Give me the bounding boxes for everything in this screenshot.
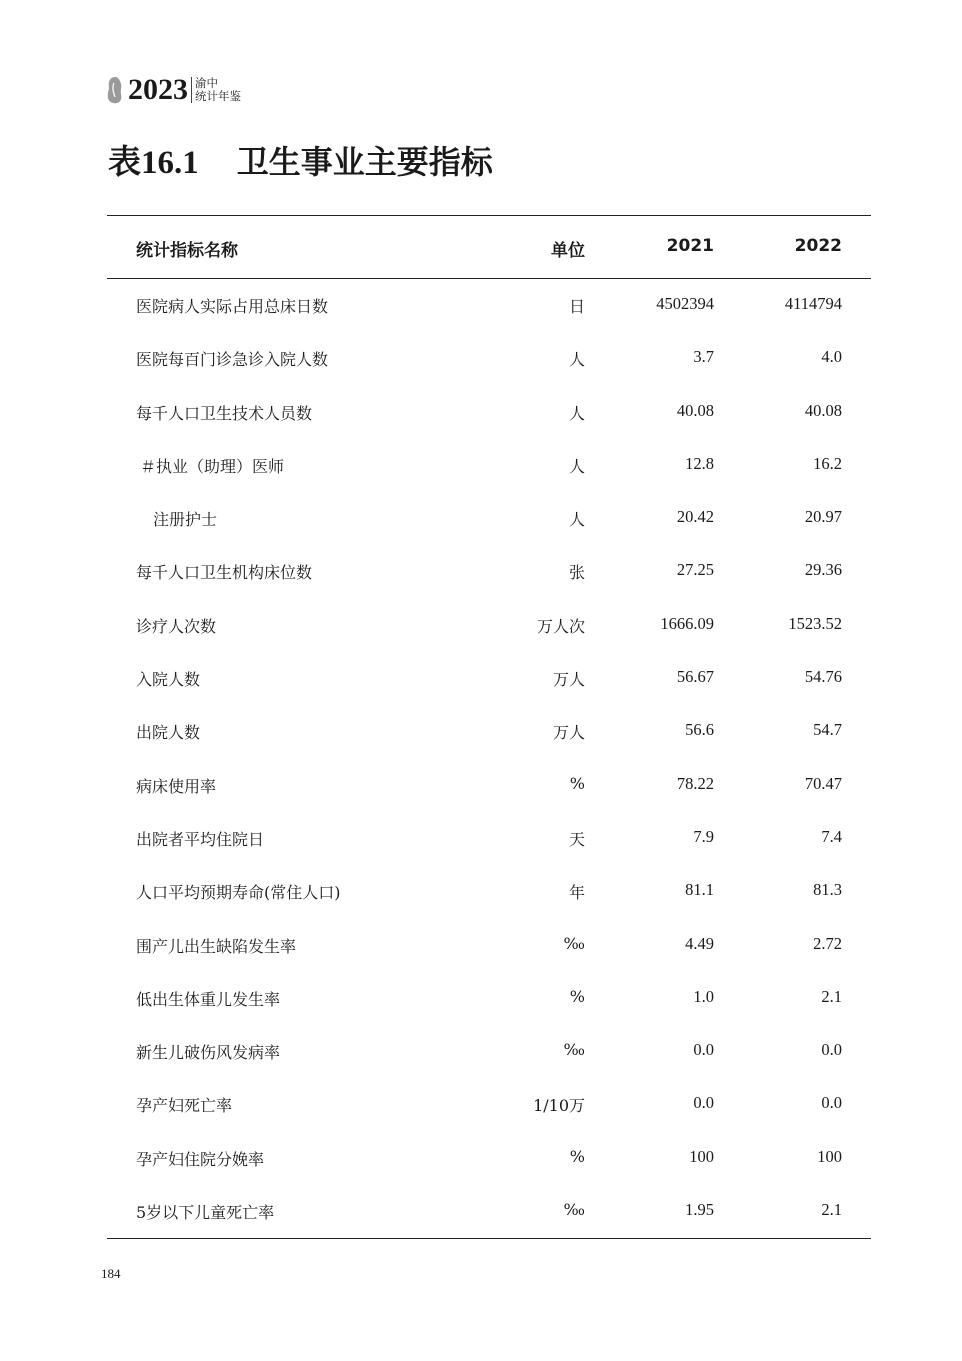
table-body (107, 279, 871, 1238)
indicator-name-cell: 每千人口卫生机构床位数 (136, 563, 313, 583)
table-row (107, 1025, 871, 1078)
value-2021-cell: 1.0 (693, 986, 714, 1006)
value-2021-cell: 4.49 (685, 933, 714, 953)
value-2021-cell: 78.22 (676, 773, 714, 793)
table-row (107, 492, 871, 545)
value-2021-cell: 4502394 (656, 294, 714, 313)
yearbook-name (195, 77, 241, 103)
unit-cell: 人 (568, 350, 585, 370)
indicator-name-cell: 每千人口卫生技术人员数 (136, 403, 313, 423)
value-2021-cell: 7.9 (693, 826, 714, 846)
unit-cell: ‰ (563, 933, 585, 953)
unit-cell: % (569, 1146, 585, 1166)
indicator-name-cell: 孕产妇住院分娩率 (136, 1149, 265, 1169)
unit-cell: ‰ (563, 1200, 585, 1220)
value-2021-cell: 56.67 (676, 667, 714, 687)
value-2022-cell: 0.0 (821, 1093, 842, 1113)
table-bottom-rule (107, 1238, 871, 1239)
value-2022-cell: 16.2 (813, 453, 842, 473)
value-2022-cell: 100 (817, 1146, 842, 1166)
unit-cell: 万人次 (536, 616, 585, 636)
value-2021-cell: 0.0 (693, 1093, 714, 1113)
table-number: 表16.1 (108, 145, 199, 181)
table-header-row (107, 216, 871, 278)
table-name: 卫生事业主要指标 (236, 143, 493, 181)
indicator-name-cell: 诊疗人次数 (136, 616, 217, 636)
indicator-name-cell: 出院人数 (136, 723, 201, 743)
table-row (107, 386, 871, 439)
indicator-name-cell: 入院人数 (136, 670, 201, 690)
value-2021-cell: 12.8 (685, 453, 714, 473)
value-2021-cell: 1666.09 (660, 613, 714, 633)
header-year-2021: 2021 (666, 236, 714, 256)
table-row (107, 1185, 871, 1238)
value-2021-cell: 81.1 (685, 880, 714, 900)
indicator-name-cell: 医院每百门诊急诊入院人数 (136, 350, 329, 370)
unit-cell: % (569, 986, 585, 1006)
indicator-name-cell: 新生儿破伤风发病率 (136, 1043, 281, 1063)
unit-cell: 天 (568, 829, 585, 849)
value-2022-cell: 0.0 (821, 1040, 842, 1060)
value-2022-cell: 29.36 (804, 560, 842, 580)
indicator-name-cell: 病床使用率 (136, 776, 217, 796)
table-title (108, 136, 493, 183)
header-separator (191, 77, 192, 103)
value-2021-cell: 27.25 (676, 560, 714, 580)
table-row (107, 439, 871, 492)
unit-cell: 万人 (552, 723, 585, 743)
table-row (107, 865, 871, 918)
table-row (107, 545, 871, 598)
table-row (107, 1078, 871, 1131)
value-2021-cell: 1.95 (685, 1200, 714, 1220)
value-2021-cell: 100 (689, 1146, 714, 1166)
unit-cell: 日 (568, 297, 585, 316)
unit-cell: 1/10万 (533, 1096, 585, 1116)
indicator-name-cell: 人口平均预期寿命(常住人口) (136, 883, 341, 903)
header-unit: 单位 (551, 241, 585, 261)
table-row (107, 652, 871, 705)
value-2022-cell: 1523.52 (788, 613, 842, 633)
value-2022-cell: 7.4 (821, 826, 842, 846)
unit-cell: 人 (568, 456, 585, 476)
table-row (107, 332, 871, 385)
value-2022-cell: 20.97 (804, 507, 842, 527)
unit-cell: % (569, 773, 585, 793)
indicator-name-cell: 围产儿出生缺陷发生率 (136, 936, 297, 956)
value-2022-cell: 81.3 (813, 880, 842, 900)
value-2021-cell: 40.08 (676, 400, 714, 420)
yearbook-header (106, 72, 241, 108)
table-row (107, 919, 871, 972)
value-2022-cell: 4114794 (784, 294, 842, 313)
yearbook-name-line1: 渝中 (195, 76, 218, 90)
indicator-name-cell: 低出生体重儿发生率 (136, 989, 281, 1009)
unit-cell: ‰ (563, 1040, 585, 1060)
unit-cell: 年 (568, 883, 585, 903)
value-2022-cell: 2.72 (813, 933, 842, 953)
yearbook-logo-icon (106, 75, 124, 105)
unit-cell: 张 (568, 563, 585, 583)
unit-cell: 人 (568, 403, 585, 423)
value-2021-cell: 20.42 (676, 507, 714, 527)
table-row (107, 279, 871, 332)
table-row (107, 705, 871, 758)
indicator-name-cell: 5岁以下儿童死亡率 (136, 1203, 275, 1223)
table-row (107, 812, 871, 865)
indicator-name-cell: 孕产妇死亡率 (136, 1096, 233, 1116)
statistics-table (107, 215, 871, 1239)
value-2021-cell: 56.6 (685, 720, 714, 740)
header-year-2022: 2022 (794, 236, 842, 256)
indicator-name-cell: 注册护士 (153, 510, 218, 530)
value-2022-cell: 54.76 (804, 667, 842, 687)
value-2022-cell: 40.08 (804, 400, 842, 420)
value-2021-cell: 0.0 (693, 1040, 714, 1060)
table-row (107, 599, 871, 652)
indicator-name-cell: 出院者平均住院日 (136, 829, 265, 849)
unit-cell: 人 (568, 510, 585, 530)
header-indicator-name: 统计指标名称 (136, 241, 238, 261)
table-row (107, 972, 871, 1025)
unit-cell: 万人 (552, 670, 585, 690)
value-2022-cell: 54.7 (813, 720, 842, 740)
table-row (107, 1132, 871, 1185)
value-2022-cell: 70.47 (804, 773, 842, 793)
yearbook-name-line2: 统计年鉴 (195, 89, 241, 103)
value-2021-cell: 3.7 (693, 347, 714, 367)
yearbook-year: 2023 (128, 73, 188, 106)
indicator-name-cell: ＃执业（助理）医师 (140, 456, 285, 476)
value-2022-cell: 2.1 (821, 986, 842, 1006)
page-number: 184 (101, 1266, 121, 1281)
value-2022-cell: 4.0 (821, 347, 842, 367)
value-2022-cell: 2.1 (821, 1200, 842, 1220)
indicator-name-cell: 医院病人实际占用总床日数 (136, 297, 329, 316)
table-row (107, 759, 871, 812)
